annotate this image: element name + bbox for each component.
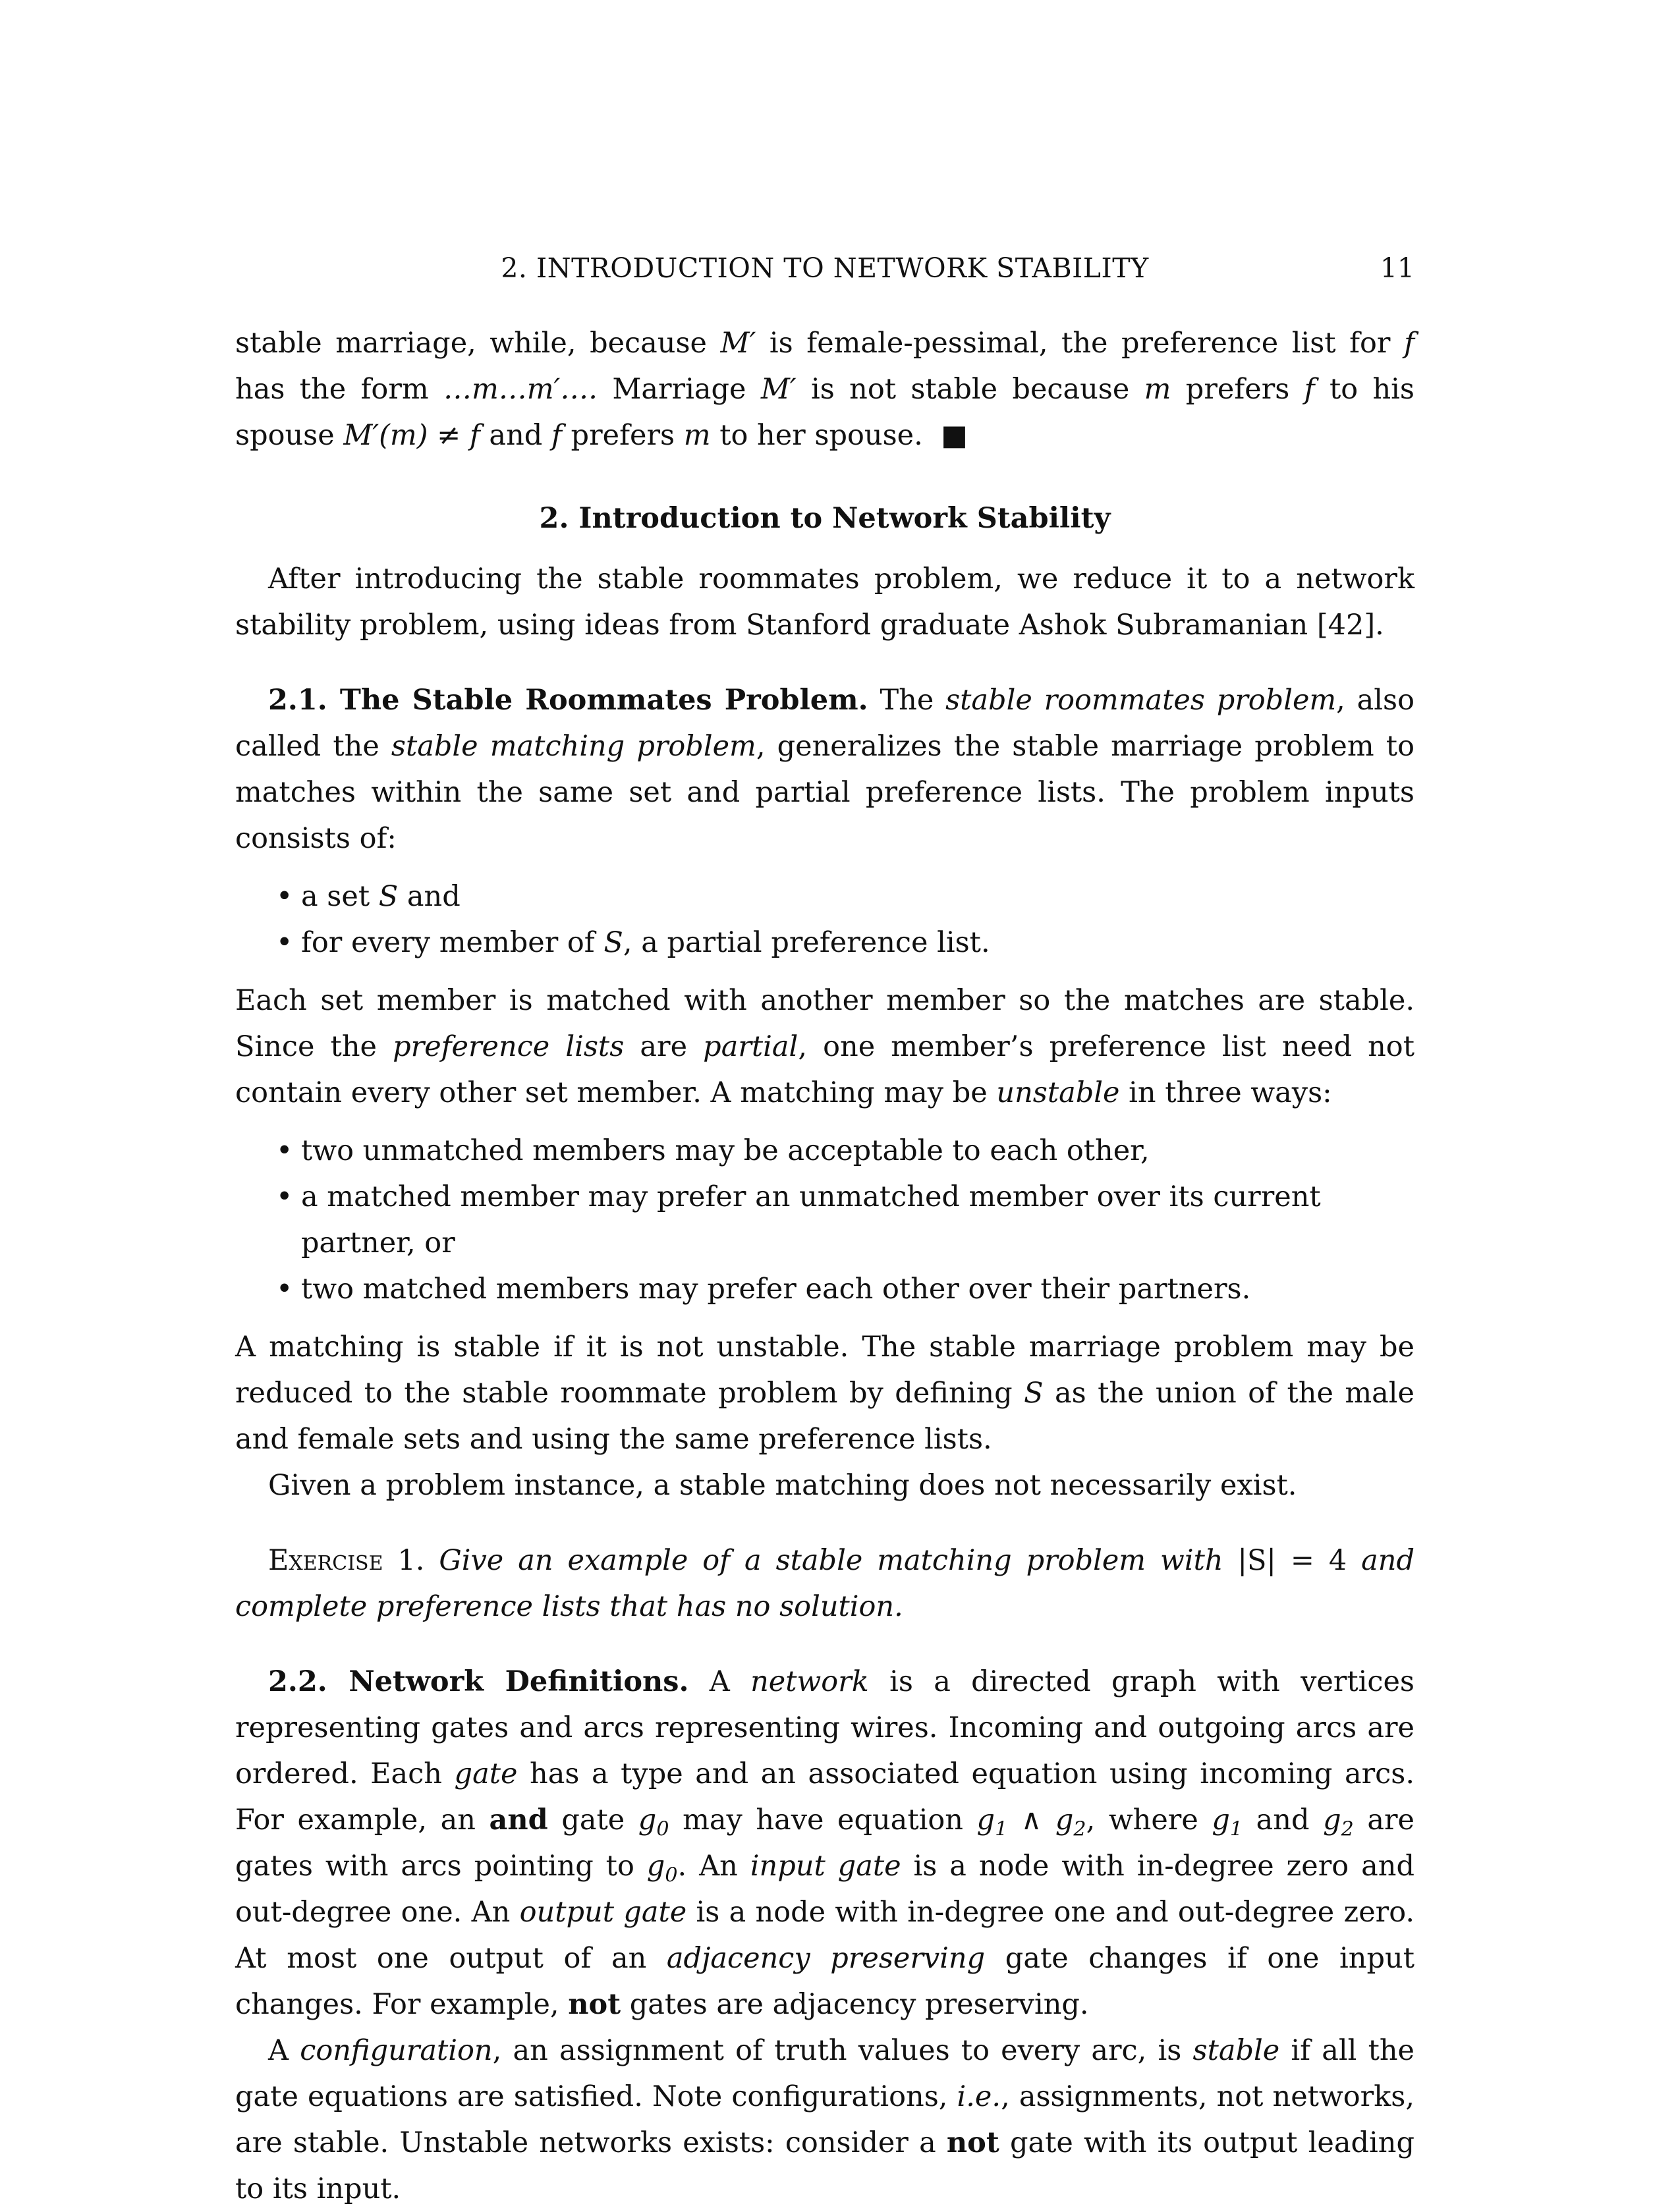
math-g: g (1323, 1804, 1341, 1837)
exercise-text: and complete preference lists that has no solution. (235, 1544, 1414, 1623)
text: A matching is stable if it is not unstable. The stable marriage problem may be reduced to the stable roommate problem by defining (235, 1331, 1414, 1410)
instability-list (235, 1128, 1414, 1312)
text: gate (547, 1804, 638, 1837)
bullet-icon: • (276, 1134, 293, 1167)
list-item (276, 1128, 1414, 1174)
math-cardinality: |S| = 4 (1237, 1544, 1347, 1577)
text: two unmatched members may be acceptable to each other, (301, 1134, 1150, 1167)
text: for every member of (301, 926, 604, 959)
continuation-paragraph (235, 320, 1414, 458)
math-s: S (1024, 1377, 1044, 1410)
math-m: m (1144, 373, 1171, 406)
text: are (624, 1030, 704, 1063)
list-item (276, 920, 1414, 966)
text: has the form (235, 373, 443, 406)
term-stable: stable (1192, 2034, 1280, 2067)
text: , where (1086, 1804, 1212, 1837)
math-m: m (683, 419, 711, 452)
input-list (235, 873, 1414, 966)
term-not: not (946, 2126, 999, 2159)
text: prefers (561, 419, 684, 452)
subsection-2-2-paragraph (235, 1659, 1414, 2028)
running-title: 2. INTRODUCTION TO NETWORK STABILITY (501, 252, 1149, 284)
term-stable-matching: stable matching problem (391, 730, 756, 763)
text: gate with its output leading to its input. (235, 2126, 1414, 2205)
text: stable marriage, while, because (235, 327, 721, 360)
text: , one member’s preference list need not contain every other set member. A matching may be (235, 1030, 1414, 1109)
text: if all the gate equations are satisfied. Note configurations, (235, 2034, 1414, 2113)
text: and (480, 419, 551, 452)
term-output-gate: output gate (519, 1896, 687, 1929)
text: A (268, 2034, 300, 2067)
math-subscript: 2 (1341, 1817, 1354, 1841)
text: , also called the (235, 684, 1414, 763)
term-stable-roommates: stable roommates problem (945, 684, 1337, 717)
math-f: f (551, 419, 562, 452)
exercise-number: 1. (383, 1544, 425, 1577)
math-g2 (1055, 1804, 1086, 1841)
text: in three ways: (1119, 1076, 1332, 1109)
text: a set (301, 880, 379, 913)
section-title: 2. Introduction to Network Stability (539, 502, 1111, 535)
section-intro: After introducing the stable roommates problem, we reduce it to a network stability problem, using ideas from Stanford graduate Ashok Subramanian [42]. (235, 563, 1414, 642)
text: A (688, 1665, 751, 1698)
text: gates are adjacency preserving. (621, 1988, 1089, 2021)
subsection-heading: 2.1. The Stable Roommates Problem. (268, 684, 868, 717)
text: , an assignment of truth values to every arc, is (492, 2034, 1193, 2067)
math-f: f (1304, 373, 1315, 406)
math-m-prime: M′ (760, 373, 797, 406)
text: as the union of the male and female sets and using the same preference lists. (235, 1377, 1414, 1456)
term-input-gate: input gate (750, 1850, 901, 1883)
page (235, 245, 1414, 2212)
text: The (868, 684, 946, 717)
math-g: g (976, 1804, 995, 1837)
math-s: S (378, 880, 399, 913)
matching-paragraph (235, 978, 1414, 1116)
list-item (276, 1266, 1414, 1312)
exercise-1 (235, 1537, 1414, 1630)
math-f: f (1404, 327, 1414, 360)
exercise-text: Give an example of a stable matching problem with (424, 1544, 1238, 1577)
text: prefers (1171, 373, 1304, 406)
term-not: not (568, 1988, 621, 2021)
text: is a node with in-degree zero and out-degree one. An (235, 1850, 1414, 1929)
text: is not stable because (796, 373, 1144, 406)
math-g: g (646, 1850, 665, 1883)
math-subscript: 0 (656, 1817, 669, 1841)
math-g: g (1055, 1804, 1074, 1837)
term-network: network (750, 1665, 869, 1698)
term-partial: partial (703, 1030, 798, 1063)
math-g0 (638, 1804, 669, 1841)
term-configuration: configuration (300, 2034, 493, 2067)
term-adjacency-preserving: adjacency preserving (666, 1942, 986, 1975)
math-subscript: 0 (665, 1864, 678, 1887)
text: Each set member is matched with another member so the matches are stable. Since the (235, 984, 1414, 1063)
text: to her spouse. (710, 419, 923, 452)
math-g0 (646, 1850, 678, 1887)
text: gate changes if one input changes. For example, (235, 1942, 1415, 2021)
text: , assignments, not networks, are stable. Unstable networks exists: consider a (235, 2080, 1414, 2159)
bullet-icon: • (276, 880, 293, 913)
bullet-icon: • (276, 926, 293, 959)
exercise-label: Exercise (268, 1544, 383, 1577)
text: is a directed graph with vertices representing gates and arcs representing wires. Incoming and outgoing arcs are ordered. Each (235, 1665, 1414, 1790)
term-unstable: unstable (996, 1076, 1120, 1109)
text: may have equation (669, 1804, 977, 1837)
math-wedge: ∧ (1007, 1804, 1055, 1837)
text: , generalizes the stable marriage problem to matches within the same set and partial preference lists. The problem inputs consists of: (235, 730, 1414, 855)
math-s: S (603, 926, 623, 959)
reduction-paragraph (235, 1324, 1414, 1462)
existence-paragraph: Given a problem instance, a stable matching does not necessarily exist. (268, 1469, 1297, 1502)
list-item (276, 1174, 1414, 1266)
math-g2 (1323, 1804, 1354, 1841)
math-g1 (976, 1804, 1008, 1841)
running-head (235, 245, 1414, 291)
bullet-icon: • (276, 1273, 293, 1306)
text: and (398, 880, 461, 913)
math-g: g (638, 1804, 657, 1837)
text: is a node with in-degree one and out-degree zero. At most one output of an (235, 1896, 1414, 1975)
bullet-icon: • (276, 1180, 293, 1213)
text: and (1243, 1804, 1324, 1837)
text: . An (677, 1850, 750, 1883)
math-g1 (1212, 1804, 1243, 1841)
text: are gates with arcs pointing to (235, 1804, 1414, 1883)
term-gate: gate (454, 1757, 518, 1790)
configuration-paragraph (235, 2028, 1414, 2212)
text: two matched members may prefer each other over their partners. (301, 1273, 1251, 1306)
math-subscript: 1 (1229, 1817, 1243, 1841)
text: to his spouse (235, 373, 1414, 452)
term-ie: i.e. (957, 2080, 1001, 2113)
math-subscript: 1 (995, 1817, 1008, 1841)
qed-symbol: ■ (941, 419, 968, 452)
text: a matched member may prefer an unmatched member over its current partner, or (301, 1180, 1321, 1259)
math-m-prime: M′ (720, 327, 756, 360)
term-preference-lists: preference lists (393, 1030, 625, 1063)
page-number: 11 (1380, 252, 1414, 284)
term-and: and (489, 1804, 548, 1837)
math-preference-list: …m…m′…. (443, 373, 598, 406)
subsection-2-1-paragraph (235, 677, 1414, 862)
text: is female-pessimal, the preference list for (756, 327, 1405, 360)
subsection-heading: 2.2. Network Definitions. (268, 1665, 689, 1698)
math-subscript: 2 (1073, 1817, 1086, 1841)
math-spouse: M′(m) ≠ f (343, 419, 480, 452)
text: has a type and an associated equation using incoming arcs. For example, an (235, 1757, 1414, 1837)
text: , a partial preference list. (623, 926, 990, 959)
list-item (276, 873, 1414, 920)
math-g: g (1212, 1804, 1230, 1837)
text: Marriage (597, 373, 761, 406)
